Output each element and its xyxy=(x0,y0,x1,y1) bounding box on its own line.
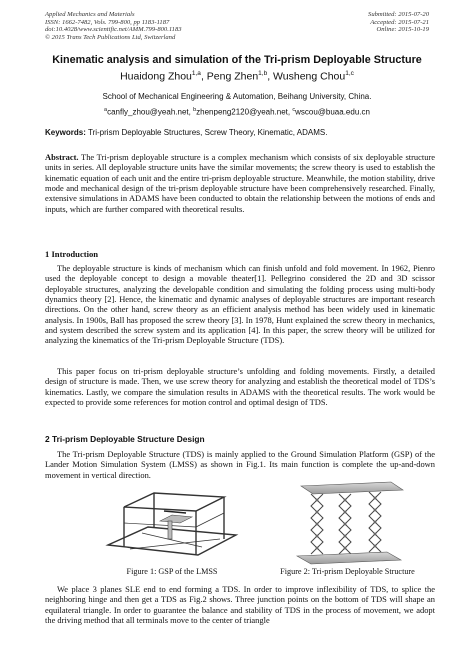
email-mark: c xyxy=(292,107,296,113)
body-paragraph xyxy=(45,366,435,407)
keywords-label: Keywords: xyxy=(45,128,86,137)
author-affil-mark: 1,b xyxy=(258,70,268,77)
author-separator: , xyxy=(267,70,274,83)
email-mark: b xyxy=(193,107,197,113)
keywords-text: Tri-prism Deployable Structures, Screw Theory, Kinematic, ADAMS. xyxy=(85,128,328,137)
copyright-line: © 2015 Trans Tech Publications Ltd, Switzerland xyxy=(45,33,176,41)
figure-1-caption: Figure 1: GSP of the LMSS xyxy=(126,567,218,576)
email-list xyxy=(0,107,474,117)
submission-dates xyxy=(368,11,429,34)
online-date: Online: 2015-10-19 xyxy=(376,26,429,34)
body-paragraph xyxy=(45,584,435,625)
figure-2-caption: Figure 2: Tri-prism Deployable Structure xyxy=(280,567,415,576)
abstract xyxy=(45,152,435,214)
paragraph-text: The Tri-prism Deployable Structure (TDS) is mainly applied to the Ground Simulation Platform (GSP) of the Lander Motion Simulation System (LMSS) as shown in Fig.1. Its main function is complete the up-and-down movement in vertical direction. xyxy=(45,449,435,480)
email-address[interactable]: zhenpeng2120@yeah.net xyxy=(196,107,288,117)
author-name: Peng Zhen xyxy=(206,70,259,83)
author-affil-mark: 1,c xyxy=(345,70,354,77)
paragraph-text: The deployable structure is kinds of mechanism which can finish unfold and fold movement. In 1962, Pienro used the deployable concept to design a movable theater[1]. Pellegrino considered the 2D and 3D scissor deployable structures, analyzing the developable condition and simulating the folding process using multi-body dynamics theory [2]. Hence, the kinematic and dynamic analyses of deployable structures are important research directions. On the other hand, screw theory as an efficient analysis method has been widely used in kinematic analysis. In 1900s, Ball has proposed the screw theory [3]. In 1978, Hunt explained the screw theory in mechanics, and system described the screw system and its application [4]. In this paper, the screw theory will be utilized for analyzing the kinematics of the Tri-prism Deployable Structure (TDS). xyxy=(45,263,435,346)
email-mark: a xyxy=(104,107,108,113)
email-address[interactable]: canfly_zhou@yeah.net xyxy=(107,107,189,117)
paper-title: Kinematic analysis and simulation of the Tri-prism Deployable Structure xyxy=(52,54,422,66)
abstract-text: The Tri-prism deployable structure is a complex mechanism which consists of six deployable structure units in series. All deployable structure units have the similar movements; the screw theory is used to establish the kinematic equation of each unit and the entire tri-prism deployable structure. Meanwhile, the motion stability, drive mode and mechanical design of the tri-prism deployable structure have been comprehensively researched. Finally, extensive simulations in ADAMS have been conducted to obtain the relationship between the motions of ends and inputs, which are further compared with theoretical results. xyxy=(45,152,435,214)
affiliation: School of Mechanical Engineering & Automation, Beihang University, China. xyxy=(102,92,372,101)
author-separator: , xyxy=(200,70,207,83)
author-list xyxy=(0,70,474,83)
abstract-label: Abstract. xyxy=(45,152,79,162)
submitted-date: Submitted: 2015-07-20 xyxy=(368,11,429,18)
body-paragraph xyxy=(45,263,435,346)
journal-info xyxy=(45,11,182,41)
figure-1-gsp-illustration xyxy=(102,483,242,565)
accepted-date: Accepted: 2015-07-21 xyxy=(370,18,429,26)
figure-2-tri-prism-illustration xyxy=(283,476,413,566)
keywords xyxy=(45,128,435,137)
author-name: Huaidong Zhou xyxy=(120,70,192,83)
email-separator: , xyxy=(188,107,194,117)
section-heading: 1 Introduction xyxy=(45,249,99,259)
section-heading: 2 Tri-prism Deployable Structure Design xyxy=(45,434,205,444)
paragraph-text: We place 3 planes SLE end to end forming a TDS. In order to improve inflexibility of TDS, to splice the neighboring hinge and then get a TDS as Fig.2 shows. Three junction points on the bottom of TDS will shape an equilateral triangle. In order to guarantee the balance and stability of TDS in the process of movement, we adopt the driving method that all terminals move to the center of triangle xyxy=(45,584,435,626)
paragraph-text: This paper focus on tri-prism deployable structure’s unfolding and folding movements. Firstly, a detailed design of structure is made. Then, we use screw theory for analyzing and establish the theoretical model of TDS’s kinematics. Lastly, we compare the simulation results in ADAMS with the theoretical results. The work would be expected to provide some references for motion control and optimal design of TDS. xyxy=(45,366,435,408)
email-separator: , xyxy=(287,107,293,117)
doi-line: doi:10.4028/www.scientific.net/AMM.799-800.1183 xyxy=(45,26,182,34)
author-name: Wusheng Chou xyxy=(273,70,346,83)
issn-line: ISSN: 1662-7482, Vols. 799-800, pp 1183-1187 xyxy=(45,18,170,26)
email-address[interactable]: wscou@buaa.edu.cn xyxy=(295,107,370,117)
author-affil-mark: 1,a xyxy=(191,70,201,77)
journal-name: Applied Mechanics and Materials xyxy=(45,11,135,18)
